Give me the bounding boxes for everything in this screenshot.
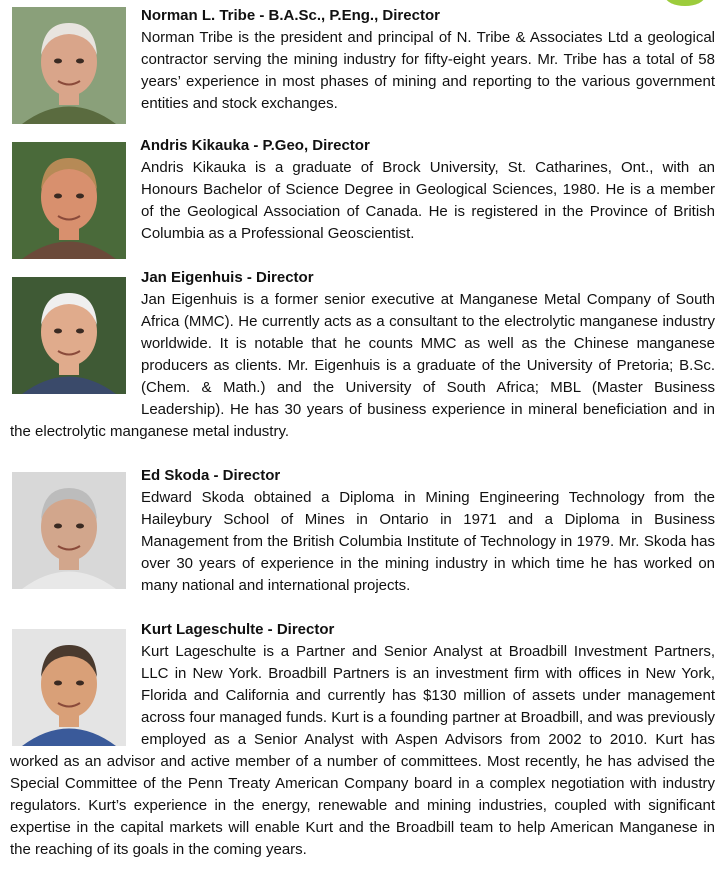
person-bio: Norman Tribe is the president and principal of N. Tribe & Associates Ltd a geological contractor serving the mining industry for fifty-eight years. Mr. Tribe has a total of 58 years’ experience in most phases of mining and reporting to the various government entities and stock exchanges.: [141, 29, 715, 112]
bio-ed-skoda: [0, 465, 725, 597]
person-name: Jan Eigenhuis - Director: [141, 269, 314, 286]
portrait-photo: [12, 629, 126, 746]
person-name: Ed Skoda - Director: [141, 467, 281, 484]
portrait-photo: [12, 472, 126, 589]
person-bio: Edward Skoda obtained a Diploma in Mining Engineering Technology from the Haileybury School of Mines in Ontario in 1971 and a Diploma in Business Management from the British Columbia Institute of Technology in 1979. Mr. Skoda has over 30 years of experience in the mining industry in which time he has worked on many national and international projects.: [141, 489, 715, 594]
portrait-photo: [12, 7, 126, 124]
bio-andris-kikauka: [0, 135, 725, 245]
person-name: Norman L. Tribe - B.A.Sc., P.Eng., Director: [141, 7, 440, 24]
person-name: Andris Kikauka - P.Geo, Director: [140, 137, 370, 154]
portrait-photo: [12, 277, 126, 394]
person-bio: Andris Kikauka is a graduate of Brock University, St. Catharines, Ont., with an Honours Bachelor of Science Degree in Geological Sciences, 1980. He is a member of the Geological Association of Canada. He is registered in the Province of British Columbia as a Professional Geoscientist.: [141, 159, 715, 242]
bio-norman-tribe: [0, 5, 725, 115]
portrait-photo: [12, 142, 126, 259]
person-bio: Jan Eigenhuis is a former senior executive at Manganese Metal Company of South Africa (MMC). He currently acts as a consultant to the electrolytic manganese industry worldwide. It is notable that he counts MMC as well as the Chinese manganese producers as clients. Mr. Eigenhuis is a graduate of the University of Pretoria; B.Sc. (Chem. & Math.) and the University of South Africa; MBL (Master Business Leadership). He has 30 years of business experience in mineral beneficiation and in the electrolytic manganese metal industry.: [10, 291, 715, 440]
person-bio: Kurt Lageschulte is a Partner and Senior Analyst at Broadbill Investment Partners, LLC in New York. Broadbill Partners is an investment firm with offices in New York, Florida and California and currently has $130 million of assets under management across four managed funds. Kurt is a founding partner at Broadbill, and was previously employed as a Senior Analyst with Aspen Advisors from 2002 to 2010. Kurt has worked as an advisor and active member of a number of committees. Most recently, he has advised the Special Committee of the Penn Treaty American Company board in a complex negotiation with industry regulators. Kurt’s experience in the energy, renewable and mining industries, coupled with significant expertise in the capital markets will enable Kurt and the Broadbill team to help American Manganese in the reaching of its goals in the coming years.: [10, 643, 715, 858]
person-name: Kurt Lageschulte - Director: [141, 621, 335, 638]
